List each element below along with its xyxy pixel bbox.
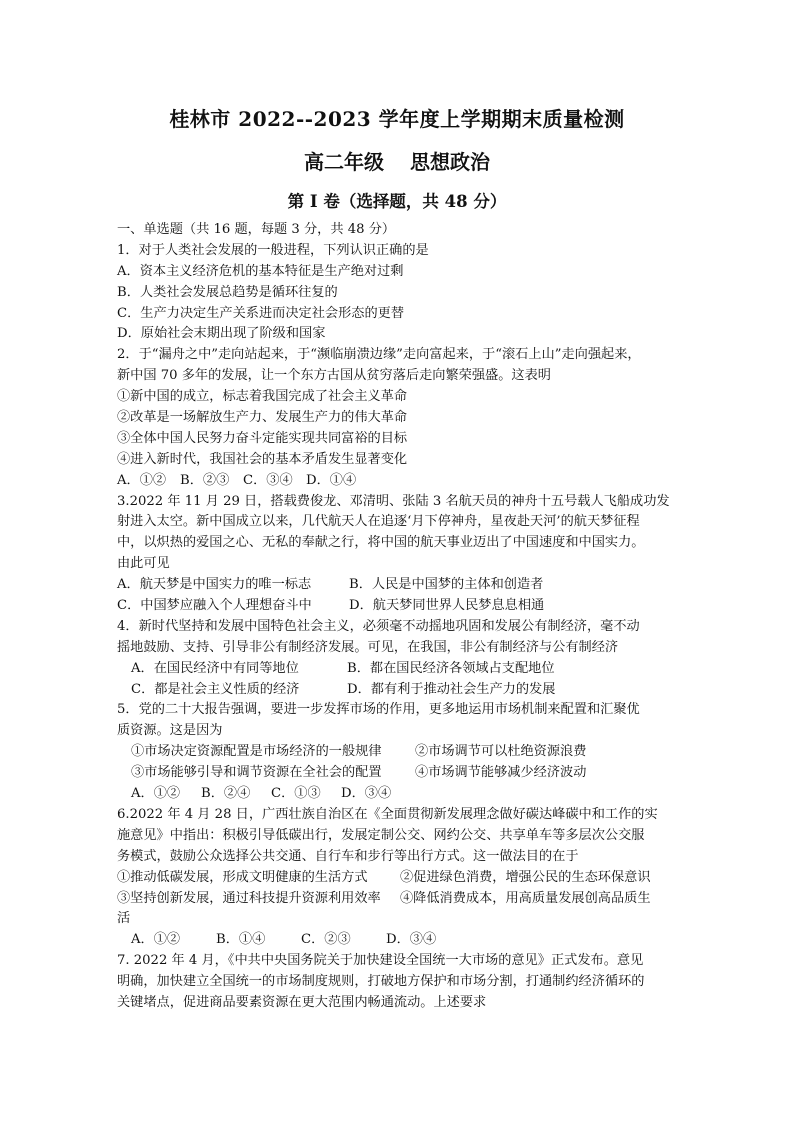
q4-options-row2 — [117, 680, 677, 701]
q3-stem-line2: 射进入太空。新中国成立以来，几代航天人在追逐‘月下停神舟，星夜赴天河’的航天梦征程 — [117, 514, 640, 530]
q3-options-row2 — [117, 596, 677, 617]
q5-option-d: D．③④ — [341, 786, 392, 802]
q4-option-c: C．都是社会主义性质的经济 — [131, 681, 300, 697]
q6-statement-1: ①推动低碳发展，形成文明健康的生活方式 — [117, 869, 368, 885]
q6-option-a: A．①② — [131, 932, 181, 948]
q6-option-d: D．③④ — [386, 932, 437, 948]
q3-option-c: C．中国梦应融入个人理想奋斗中 — [117, 598, 312, 614]
q4-options-row1 — [117, 659, 677, 680]
q4-stem-line2: 摇地鼓励、支持、引导非公有制经济发展。可见，在我国，非公有制经济与公有制经济 — [117, 639, 619, 655]
q3-stem-line4: 由此可见 — [117, 556, 170, 572]
q6-option-b: B．①④ — [216, 932, 266, 948]
exam-title: 桂林市 2022--2023 学年度上学期期末质量检测 — [169, 107, 625, 131]
q1-option-c: C．生产力决定生产关系进而决定社会形态的更替 — [117, 305, 405, 321]
q6-statements-row2 — [117, 889, 677, 910]
q5-option-c: C．①③ — [271, 786, 321, 802]
section-title: 第 I 卷（选择题，共 48 分） — [287, 192, 507, 211]
q3-stem-line1: 3.2022 年 11 月 29 日，搭载费俊龙、邓清明、张陆 3 名航天员的神舟十五号载人飞船成功发 — [117, 493, 670, 509]
q4-option-d: D．都有利于推动社会生产力的发展 — [347, 681, 556, 697]
q2-options — [117, 471, 677, 492]
q5-option-a: A．①② — [131, 786, 181, 802]
q6-options — [117, 930, 677, 951]
q7-stem-line2: 明确，加快建立全国统一的市场制度规则，打破地方保护和市场分割，打通制约经济循环的 — [117, 974, 645, 990]
q7-stem-line1: 7. 2022 年 4 月，《中共中央国务院关于加快建设全国统一大市场的意见》正式发布。意见 — [117, 953, 644, 969]
q2-statement-1: ①新中国的成立，标志着我国完成了社会主义革命 — [117, 389, 408, 405]
q3-option-b: B．人民是中国梦的主体和创造者 — [349, 577, 544, 593]
q6-stem-line1: 6.2022 年 4 月 28 日，广西壮族自治区在《全面贯彻新发展理念做好碳达峰碳中和工作的实 — [117, 806, 658, 822]
instructions: 一、单选题（共 16 题，每题 3 分，共 48 分） — [117, 222, 396, 237]
q6-statements-row1 — [117, 868, 677, 889]
q6-statement-4: ④降低消费成本，用高质量发展创高品质生 — [400, 890, 651, 906]
questions-body — [117, 220, 677, 1014]
q2-option-c: C．③④ — [243, 472, 293, 488]
q5-statement-3: ③市场能够引导和调节资源在全社会的配置 — [131, 765, 382, 781]
q3-option-a: A．航天梦是中国实力的唯一标志 — [117, 577, 312, 593]
q6-statement-2: ②促进绿色消费，增强公民的生态环保意识 — [400, 869, 651, 885]
q6-option-c: C．②③ — [301, 932, 351, 948]
q5-statements-row2 — [117, 763, 677, 784]
grade-label: 高二年级 — [304, 150, 384, 174]
q2-statement-4: ④进入新时代，我国社会的基本矛盾发生显著变化 — [117, 451, 408, 467]
q5-statement-2: ②市场调节可以杜绝资源浪费 — [415, 744, 587, 760]
q2-stem-line1: 2．于“漏舟之中”走向站起来，于“濒临崩溃边缘”走向富起来，于“滚石上山”走向强起来， — [117, 347, 641, 363]
q1-option-a: A．资本主义经济危机的基本特征是生产绝对过剩 — [117, 263, 404, 279]
q4-option-a: A．在国民经济中有同等地位 — [131, 660, 299, 676]
q2-option-a: A．①② — [117, 472, 167, 488]
q2-statement-3: ③全体中国人民努力奋斗定能实现共同富裕的目标 — [117, 430, 408, 446]
q5-stem-line1: 5．党的二十大报告强调，要进一步发挥市场的作用，更多地运用市场机制来配置和汇聚优 — [117, 702, 640, 718]
q1-stem: 1．对于人类社会发展的一般进程，下列认识正确的是 — [117, 242, 429, 258]
q1-option-d: D．原始社会末期出现了阶级和国家 — [117, 326, 326, 342]
q4-stem-line1: 4．新时代坚持和发展中国特色社会主义，必须毫不动摇地巩固和发展公有制经济，毫不动 — [117, 618, 640, 634]
q3-stem-line3: 中，以炽热的爱国之心、无私的奉献之行，将中国的航天事业迈出了中国速度和中国实力。 — [117, 535, 645, 551]
q3-option-d: D．航天梦同世界人民梦息息相通 — [349, 598, 545, 614]
q2-statement-2: ②改革是一场解放生产力、发展生产力的伟大革命 — [117, 410, 408, 426]
q2-option-b: B．②③ — [180, 472, 230, 488]
q5-options — [117, 784, 677, 805]
q1-option-b: B．人类社会发展总趋势是循环往复的 — [117, 284, 338, 300]
q6-stem-line2: 施意见》中指出：积极引导低碳出行，发展定制公交、网约公交、共享单车等多层次公交服 — [117, 827, 645, 843]
q2-option-d: D．①④ — [306, 472, 357, 488]
q6-statement-3: ③坚持创新发展，通过科技提升资源利用效率 — [117, 890, 381, 906]
q5-statements-row1 — [117, 742, 677, 763]
q3-options-row1 — [117, 575, 677, 596]
q2-stem-line2: 新中国 70 多年的发展，让一个东方古国从贫穷落后走向繁荣强盛。这表明 — [117, 368, 551, 384]
exam-subtitle — [0, 146, 794, 175]
q5-statement-4: ④市场调节能够减少经济波动 — [415, 765, 587, 781]
subject-label: 思想政治 — [410, 150, 490, 174]
q5-option-b: B．②④ — [201, 786, 251, 802]
q5-statement-1: ①市场决定资源配置是市场经济的一般规律 — [131, 744, 382, 760]
q6-stem-line3: 务模式，鼓励公众选择公共交通、自行车和步行等出行方式。这一做法目的在于 — [117, 848, 579, 864]
q6-statement-4-cont: 活 — [117, 911, 131, 927]
q5-stem-line2: 质资源。这是因为 — [117, 723, 223, 739]
q4-option-b: B．都在国民经济各领域占支配地位 — [347, 660, 555, 676]
q7-stem-line3: 关键堵点，促进商品要素资源在更大范围内畅通流动。上述要求 — [117, 994, 487, 1010]
